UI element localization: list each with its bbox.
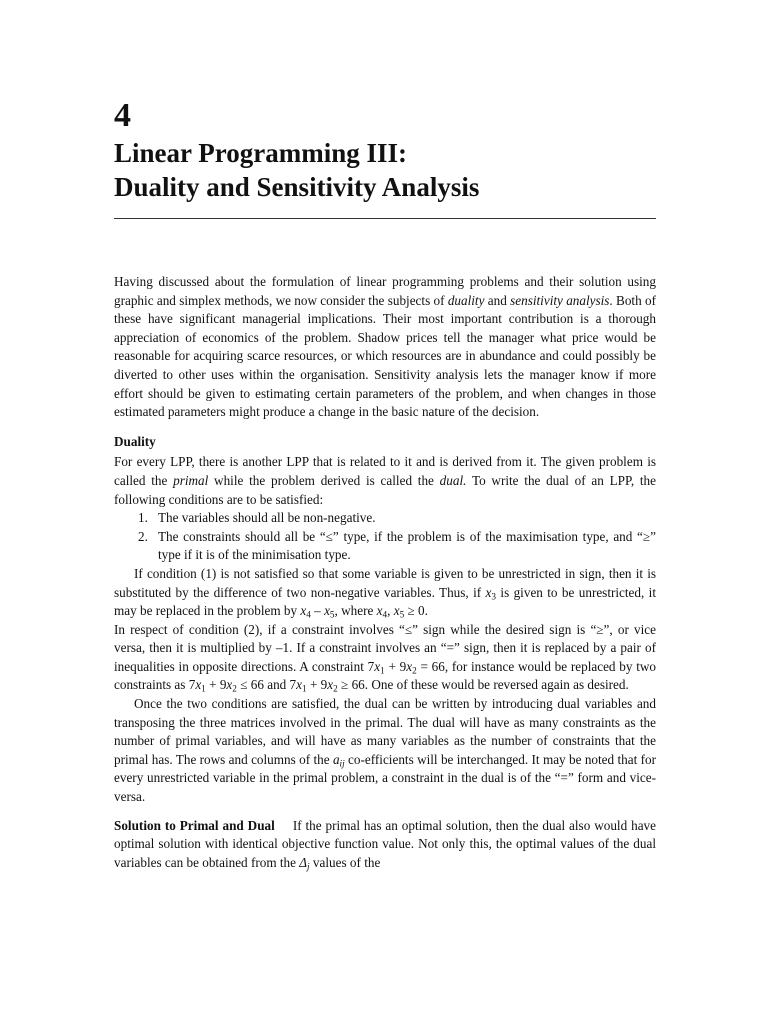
duality-text-11: ≥ 66. One of these would be reversed again as desired. <box>337 677 629 693</box>
intro-paragraph <box>114 273 656 422</box>
conditions-list <box>114 509 656 565</box>
chapter-title-line-2: Duality and Sensitivity Analysis <box>114 172 480 202</box>
section-heading-duality: Duality <box>114 433 156 449</box>
solution-paragraph: Solution to Primal and Dual If the primal has an optimal solution, then the dual also would have optimal solution with identical objective function value. Not only this, the optimal values of the dual variables can be obtained from the $\Delta_j$ values of the <box>114 817 657 872</box>
duality-text-1: For every LPP, there is another LPP that is related to it and is derived from it. The given problem is called the <box>114 454 656 488</box>
duality-paragraph-2: If condition (1) is not satisfied so that some variable is given to be unrestricted in sign, then it is substituted by the difference of two non-negative variables. Thus, if $x_3$ is given to be unrestricted, it may be replaced in the problem by $x_4 - x_5$, where $x_4$, $x_5 \ge 0$. <box>114 565 657 620</box>
intro-text-1: Having discussed about the formulation of linear programming problems and their solution using graphic and simplex methods, we now consider the subjects of <box>114 274 656 308</box>
duality-paragraph-4: Once the two conditions are satisfied, the dual can be written by introducing dual variables and transposing the three matrices involved in the primal. The dual will have as many constraints as the number of primal variables, and will have as many variables as the number of constraints that the primal has. The rows and columns of the $a_{ij}$ co-efficients will be interchanged. It may be noted that for every unrestricted variable in the primal problem, a constraint in the dual is of the “=” form and vice-versa. <box>114 696 657 805</box>
duality-text-7: ≥ 0. <box>404 603 428 619</box>
solution-text-2: values of the <box>309 854 381 870</box>
duality-text-6: , where <box>334 603 377 619</box>
list-item-number: 2. <box>138 528 148 544</box>
list-item-number: 1. <box>138 510 148 526</box>
duality-text-10: ≤ 66 and 7 <box>236 677 297 693</box>
duality-text-5: is given to be unrestricted, it may be replaced in the problem by <box>114 584 657 619</box>
list-item-text: The constraints should all be “≤” type, if the problem is of the maximisation type, and “≥” type if it is of the minimisation type. <box>158 528 656 563</box>
duality-text-13: co-efficients will be interchanged. It may be noted that for every unrestricted variable in the primal problem, a constraint in the dual is of the “=” form and vice-versa. <box>114 751 657 805</box>
duality-text-3: To write the dual of an LPP, the following conditions are to be satisfied: <box>114 472 657 507</box>
chapter-body <box>114 273 656 872</box>
chapter-number: 4 <box>114 97 131 134</box>
intro-text-3: . Both of these have significant managerial implications. Their most important contribution is a thorough appreciation of economics of the problem. Shadow prices tell the manager what price would be reasonable for acquiring scarce resources, or which resources are in abundance and could possibly be diverted to other uses within the organisation. Sensitivity analysis lets the manager know if more effort should be given to estimating certain parameters of the problem, and when changes in those estimated parameters might produce a change in the basic nature of the decision. <box>114 292 656 420</box>
duality-text-9: = 66, for instance would be replaced by two constraints as 7 <box>114 658 656 693</box>
spacer <box>114 807 656 817</box>
list-item <box>114 528 656 565</box>
duality-text-12: Once the two conditions are satisfied, the dual can be written by introducing dual variables and transposing the three matrices involved in the primal. The dual will have as many constraints as the number of primal variables, and will have as many variables as the number of constraints that the primal has. The rows and columns of the <box>114 696 656 767</box>
title-rule <box>114 218 656 219</box>
term-duality: duality <box>447 292 485 308</box>
duality-text-8: In respect of condition (2), if a constraint involves “≤” sign while the desired sign is “≥”, or vice versa, then it is multiplied by –1. If a constraint involves an “=” sign, then it is replaced by a pair of inequalities in opposite directions. A constraint 7 <box>114 621 656 674</box>
chapter-title-line-1: Linear Programming III: <box>114 138 407 168</box>
duality-text-2: while the problem derived is called the <box>208 472 440 488</box>
list-item <box>114 509 656 528</box>
duality-paragraph-1 <box>114 453 656 509</box>
intro-text-2: and <box>484 292 511 308</box>
duality-text-4: If condition (1) is not satisfied so that some variable is given to be unrestricted in sign, then it is substituted by the difference of two non-negative variables. Thus, if <box>114 565 656 600</box>
duality-paragraph-3: In respect of condition (2), if a constraint involves “≤” sign while the desired sign is “≥”, or vice versa, then it is multiplied by –1. If a constraint involves an “=” sign, then it is replaced by a pair of inequalities in opposite directions. A constraint $7x_1 + 9x_2 = 66$, for instance would be replaced by two constraints as $7x_1 + 9x_2 \le 66$ and $7x_1 + 9x_2 \ge 66$. One of these would be reversed again as desired. <box>114 621 656 694</box>
chapter-title <box>114 136 674 204</box>
term-sensitivity-analysis: sensitivity analysis <box>510 292 610 308</box>
term-primal: primal <box>173 472 209 488</box>
term-dual: dual. <box>439 472 467 488</box>
list-item-text: The variables should all be non-negative. <box>158 510 376 526</box>
section-heading-solution: Solution to Primal and Dual <box>114 817 275 833</box>
solution-text-1: If the primal has an optimal solution, then the dual also would have optimal solution with identical objective function value. Not only this, the optimal values of the dual variables can be obtained from the <box>114 817 657 870</box>
